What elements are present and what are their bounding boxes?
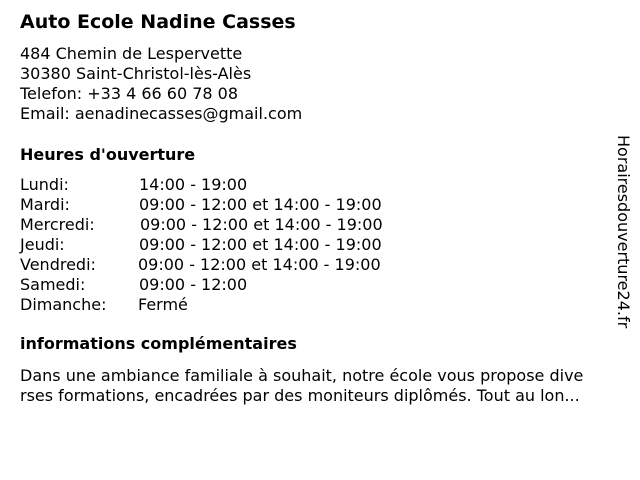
day-label: Lundi: — [20, 175, 69, 194]
time-value: 09:00 - 12:00 et 14:00 - 19:00 — [138, 255, 381, 274]
description-line-1: Dans une ambiance familiale à souhait, notre école vous propose dive — [20, 366, 584, 385]
opening-hours-heading: Heures d'ouverture — [20, 145, 196, 164]
day-label: Vendredi: — [20, 255, 96, 274]
description-line-2: rses formations, encadrées par des moniteurs diplômés. Tout au lon... — [20, 386, 580, 405]
site-watermark: Horairesdouverture24.fr — [614, 135, 633, 329]
time-value: Fermé — [138, 295, 188, 314]
hours-row-saturday — [20, 275, 440, 295]
day-label: Dimanche: — [20, 295, 107, 314]
address-block — [20, 44, 302, 124]
street-address: 484 Chemin de Lespervette — [20, 44, 243, 63]
time-value: 09:00 - 12:00 et 14:00 - 19:00 — [140, 215, 383, 234]
opening-hours-table — [20, 175, 440, 315]
additional-info-heading: informations complémentaires — [20, 334, 297, 353]
hours-row-thursday — [20, 235, 440, 255]
city-address: 30380 Saint-Christol-lès-Alès — [20, 64, 252, 83]
description-text — [20, 366, 632, 406]
hours-row-wednesday — [20, 215, 440, 235]
phone-number: Telefon: +33 4 66 60 78 08 — [20, 84, 239, 103]
time-value: 09:00 - 12:00 et 14:00 - 19:00 — [139, 235, 382, 254]
time-value: 09:00 - 12:00 et 14:00 - 19:00 — [139, 195, 382, 214]
business-name: Auto Ecole Nadine Casses — [20, 11, 296, 33]
email-address: Email: aenadinecasses@gmail.com — [20, 104, 303, 123]
day-label: Mardi: — [20, 195, 70, 214]
time-value: 09:00 - 12:00 — [139, 275, 248, 294]
day-label: Jeudi: — [20, 235, 65, 254]
hours-row-monday — [20, 175, 440, 195]
time-value: 14:00 - 19:00 — [139, 175, 248, 194]
hours-row-friday — [20, 255, 440, 275]
hours-row-tuesday — [20, 195, 440, 215]
day-label: Mercredi: — [20, 215, 95, 234]
hours-row-sunday — [20, 295, 440, 315]
day-label: Samedi: — [20, 275, 86, 294]
